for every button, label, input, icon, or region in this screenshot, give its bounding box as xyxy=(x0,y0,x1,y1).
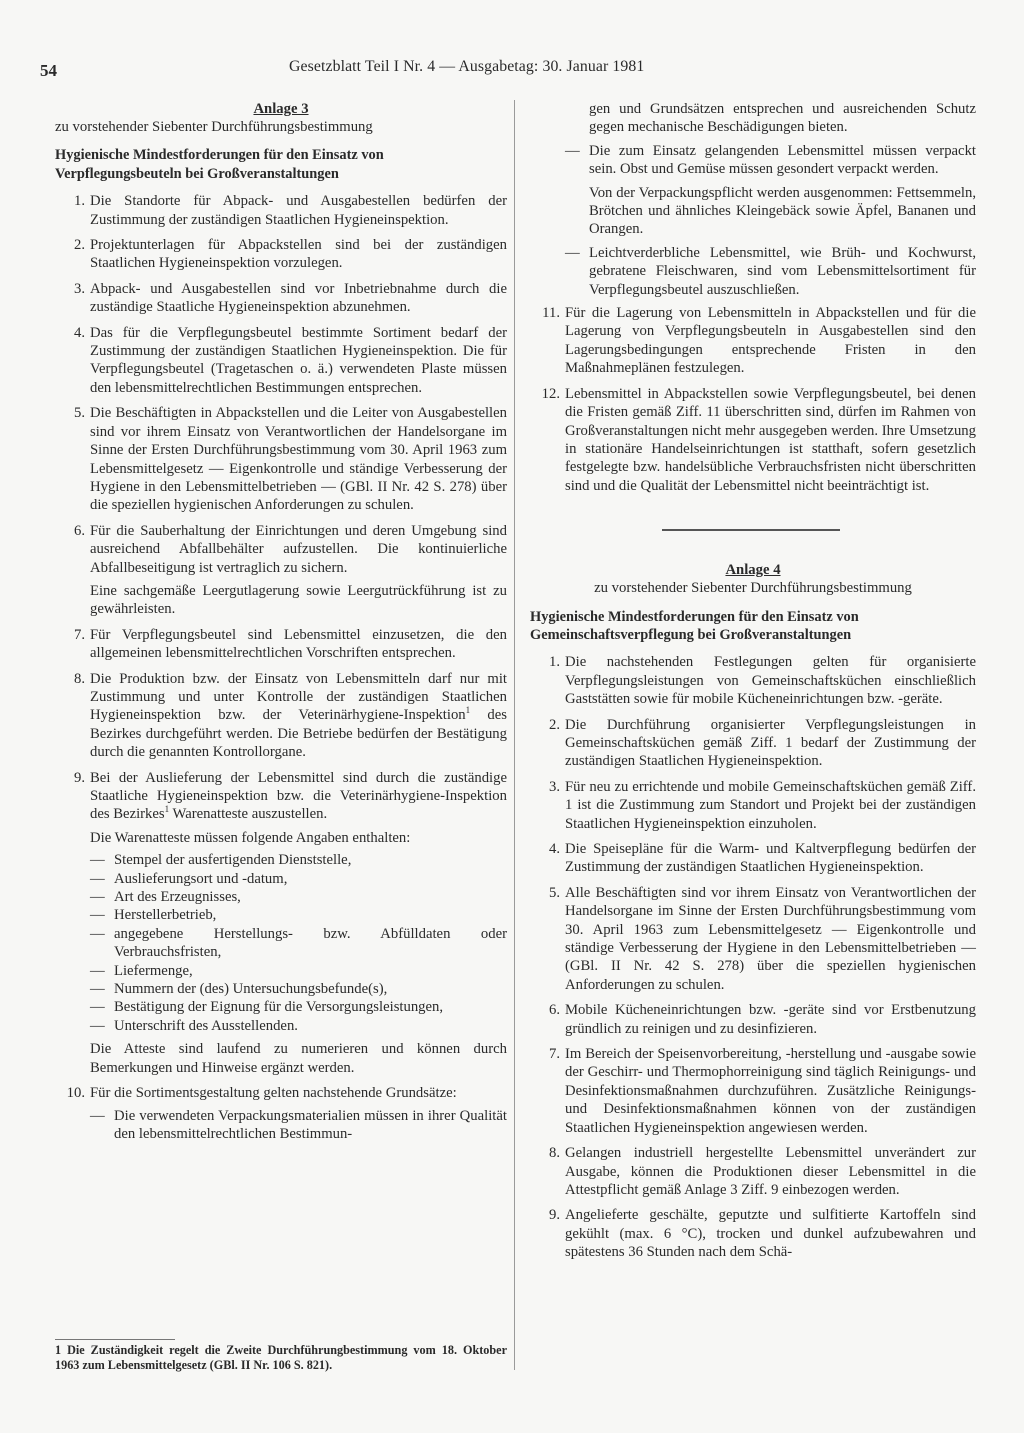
item-paragraph: Eine sachgemäße Leergutlagerung sowie Leergutrückführung ist zu gewährleisten. xyxy=(90,582,507,618)
dash-item: — Nummern der (des) Untersuchungsbefunde(s), xyxy=(90,980,507,998)
dash-item: — Bestätigung der Eignung für die Versorgungsleistungen, xyxy=(90,998,507,1016)
item-number: 2. xyxy=(548,716,560,733)
item-number: 6. xyxy=(548,1002,560,1019)
list-item xyxy=(55,404,507,514)
item-number: 11. xyxy=(542,305,560,322)
item-number: 1. xyxy=(548,654,560,671)
list-item xyxy=(55,626,507,663)
item-text: Angelieferte geschälte, geputzte und sulfitierte Kartoffeln sind gekühlt (max. 6 °C), trocken und dunkel aufzubewahren und spätestens 36 Stunden nach dem Schä- xyxy=(565,1207,976,1261)
item-text: des Bezirkes durchgeführt werden. Die Betriebe bedürfen der Bestätigung durch die genannten Kontrollorgane. xyxy=(90,707,507,761)
item-number: 7. xyxy=(548,1046,560,1063)
list-item xyxy=(55,670,507,762)
list-item xyxy=(530,884,976,994)
item-text: Für die Sauberhaltung der Einrichtungen und deren Umgebung sind ausreichend Abfallbehälter aufzustellen. Die kontinuierliche Abfallbeseitigung ist vertraglich zu sichern. xyxy=(90,522,507,576)
item-text: Die nachstehenden Festlegungen gelten für organisierte Verpflegungsleistungen von Gemeinschaftsküchen einschließlich Gaststätten sowie für mobile Kücheneinrichtungen bzw. -geräte. xyxy=(565,654,976,708)
list-item xyxy=(530,385,976,495)
item-number: 4. xyxy=(548,841,560,857)
dash-item: — Die zum Einsatz gelangenden Lebensmittel müssen verpackt sein. Obst und Gemüse müssen gesondert verpackt werden. xyxy=(565,142,976,179)
item-number: 8. xyxy=(73,670,85,687)
item-text: Für Verpflegungsbeutel sind Lebensmittel einzusetzen, die den allgemeinen lebensmittelrechtlichen Vorschriften entsprechen. xyxy=(90,626,507,662)
item-text: Projektunterlagen für Abpackstellen sind bei der zuständigen Staatlichen Hygieneinspektion vorzulegen. xyxy=(90,237,507,272)
item-text: Die Produktion bzw. der Einsatz von Lebensmitteln darf nur mit Zustimmung und unter Kontrolle der zuständigen Staatlichen Hygieneinspektion bzw. der Veterinärhygiene-Inspektion xyxy=(90,670,507,724)
page-number: 54 xyxy=(40,61,57,80)
anlage3-title: Anlage 3 xyxy=(253,101,309,117)
item-text: Warenatteste auszustellen. xyxy=(169,806,328,823)
item-text: Die Standorte für Abpack- und Ausgabestellen bedürfen der Zustimmung der zuständigen Staatlichen Hygieneinspektion. xyxy=(90,193,507,228)
list-item xyxy=(530,1001,976,1038)
item-number: 9. xyxy=(548,1207,560,1224)
footnote-marker: 1 xyxy=(465,705,471,716)
section-separator xyxy=(662,529,840,531)
anlage3-heading: Hygienische Mindestforderungen für den Einsatz von Verpflegungsbeuteln bei Großveranstaltungen xyxy=(55,147,384,182)
anlage4-subtitle: zu vorstehender Siebenter Durchführungsbestimmung xyxy=(594,580,912,597)
dash-item: — Liefermenge, xyxy=(90,962,507,980)
list-item xyxy=(55,769,507,1078)
dash-item: — Leichtverderbliche Lebensmittel, wie Brüh- und Kochwurst, gebratene Fleischwaren, sind vom Lebensmittelsortiment für Verpflegungsbeutel auszuschließen. xyxy=(565,244,976,299)
list-item xyxy=(530,304,976,378)
item-text: Für neu zu errichtende und mobile Gemeinschaftsküchen gemäß Ziff. 1 ist die Zustimmung zum Standort und Projekt bei der zuständigen Staatlichen Hygieneinspektion einzuholen. xyxy=(565,778,976,832)
dash-item: — Herstellerbetrieb, xyxy=(90,906,507,924)
list-item xyxy=(530,716,976,771)
running-header: Gesetzblatt Teil I Nr. 4 — Ausgabetag: 30. Januar 1981 xyxy=(289,58,645,75)
item-text: Lebensmittel in Abpackstellen sowie Verpflegungsbeutel, bei denen die Fristen gemäß Ziff. 11 überschritten sind, dürfen im Rahmen von Großveranstaltungen nicht mehr ausgegeben werden. Ihre Umsetzung in stationäre Handelseinrichtungen ist statthaft, sofern gesetzlich festgelegte bzw. handelsübliche Verbrauchsfristen nicht überschritten sind und die Qualität der Lebensmittel nicht beeinträchtigt ist. xyxy=(565,385,976,494)
item-text: Abpack- und Ausgabestellen sind vor Inbetriebnahme durch die zuständige Staatliche Hygieneinspektion abzunehmen. xyxy=(90,280,507,316)
list-item-continued xyxy=(530,100,976,299)
dash-item: — Stempel der ausfertigenden Dienststelle, xyxy=(90,851,507,869)
item-text: Im Bereich der Speisenvorbereitung, -herstellung und -ausgabe sowie der Geschirr- und Thermophorreinigung sind täglich Reinigungs- und Desinfektionsmaßnahmen durchzuführen. Zusätzliche Reinigungs- und Desinfektionsmaßnahmen können von der zuständigen Staatlichen Hygieneinspektion angewiesen werden. xyxy=(565,1046,976,1136)
item-text: Alle Beschäftigten sind vor ihrem Einsatz von Verantwortlichen der Handelsorgane im Sinne der Ersten Durchführungsbestimmung vom 30. April 1963 zum Lebensmittelgesetz — Eigenkontrolle und ständige Verbesserung der Hygiene in den Lebensmittelbetrieben — (GBl. II Nr. 42 S. 278) über die speziellen hygienischen Anforderungen zu schulen. xyxy=(565,884,976,993)
anlage4-heading: Hygienische Mindestforderungen für den Einsatz von Gemeinschaftsverpflegung bei Großveranstaltungen xyxy=(530,608,859,643)
dash-item: — Art des Erzeugnisses, xyxy=(90,888,507,906)
left-column xyxy=(55,100,507,1150)
list-item xyxy=(530,1045,976,1137)
item-number: 1. xyxy=(73,193,85,210)
item-text: Gelangen industriell hergestellte Lebensmittel unverändert zur Ausgabe, können die Produktionen dieser Lebensmittel in die Attestpflicht gemäß Anlage 3 Ziff. 9 einbezogen werden. xyxy=(565,1145,976,1198)
item-number: 8. xyxy=(548,1145,560,1162)
dash-item: — Auslieferungsort und -datum, xyxy=(90,870,507,888)
item-text: Mobile Kücheneinrichtungen bzw. -geräte sind vor Erstbenutzung gründlich zu reinigen und zu desinfizieren. xyxy=(565,1002,976,1037)
item-text: Die Speisepläne für die Warm- und Kaltverpflegung bedürfen der Zustimmung der zuständigen Staatlichen Hygieneinspektion. xyxy=(565,841,976,876)
item-number: 3. xyxy=(548,778,560,795)
dash-list xyxy=(90,1107,507,1144)
item-number: 5. xyxy=(548,884,560,901)
item-text: Bei der Auslieferung der Lebensmittel sind durch die zuständige Staatliche Hygieneinspektion bzw. die Veterinärhygiene-Inspektion des Bezirkes xyxy=(90,769,507,823)
dash-list xyxy=(565,100,976,299)
list-item xyxy=(55,192,507,229)
list-item xyxy=(55,236,507,273)
column-divider xyxy=(514,100,515,1370)
item-number: 2. xyxy=(73,237,85,254)
footnote: 1 Die Zuständigkeit regelt die Zweite Durchführungbestimmung vom 18. Oktober 1963 zum Lebensmittelgesetz (GBl. II Nr. 106 S. 821). xyxy=(55,1343,507,1372)
item-number: 4. xyxy=(73,324,85,341)
dash-item-continued: — Die verwendeten Verpackungsmaterialien müssen in ihrer Qualität den lebensmittelrechtlichen Bestimmun- xyxy=(90,1107,507,1144)
dash-item: — angegebene Herstellungs- bzw. Abfülldaten oder Verbrauchsfristen, xyxy=(90,925,507,962)
item-text: Die Durchführung organisierter Verpflegungsleistungen in Gemeinschaftsküchen gemäß Ziff. 1 bedarf der Zustimmung der zuständigen Staatlichen Hygieneinspektion. xyxy=(565,716,976,770)
list-item xyxy=(55,1084,507,1143)
anlage4-title: Anlage 4 xyxy=(725,562,781,579)
item-text: Das für die Verpflegungsbeutel bestimmte Sortiment bedarf der Zustimmung der zuständigen Staatlichen Hygieneinspektion. Die für Verpflegungsbeutel (Tragetaschen o. ä.) verwendeten Plaste müssen den lebensmittelrechtlichen Bestimmungen entsprechen. xyxy=(90,324,507,396)
list-item xyxy=(530,778,976,833)
dash-item: — Unterschrift des Ausstellenden. xyxy=(90,1017,507,1035)
list-item xyxy=(530,1206,976,1261)
item-number: 10. xyxy=(66,1085,85,1102)
right-column xyxy=(530,100,976,1269)
dash-item-continuation: gen und Grundsätzen entsprechen und ausreichenden Schutz gegen mechanische Beschädigungen bieten. xyxy=(589,101,976,136)
anlage3-subtitle: zu vorstehender Siebenter Durchführungsbestimmung xyxy=(55,119,373,135)
footnote-rule xyxy=(55,1339,175,1340)
item-number: 3. xyxy=(73,280,85,297)
item-text: Die Beschäftigten in Abpackstellen und die Leiter von Ausgabestellen sind vor ihrem Einsatz von Verantwortlichen der Handelsorgane im Sinne der Ersten Durchführungsbestimmung vom 30. April 1963 zum Lebensmittelgesetz — Eigenkontrolle und ständige Verbesserung der Hygiene in den Lebensmittelbetrieben — (GBl. II Nr. 42 S. 278) über die speziellen hygienischen Anforderungen zu schulen. xyxy=(90,405,507,514)
item-number: 5. xyxy=(73,405,85,422)
item-number: 12. xyxy=(541,385,560,402)
item-number: 7. xyxy=(73,626,85,643)
item-text: Für die Lagerung von Lebensmitteln in Abpackstellen und für die Lagerung von Verpflegungsbeuteln in Ausgabestellen sind den Lagerungsbedingungen entsprechende Fristen in den Maßnahmeplänen festzulegen. xyxy=(565,305,976,377)
item-number: 9. xyxy=(73,769,85,786)
dash-item-note: Von der Verpackungspflicht werden ausgenommen: Fettsemmeln, Brötchen und ähnliches Kleingebäck sowie Äpfel, Bananen und Orangen. xyxy=(589,184,976,238)
list-item xyxy=(55,324,507,398)
item-paragraph: Die Atteste sind laufend zu numerieren und können durch Bemerkungen und Hinweise ergänzt werden. xyxy=(90,1041,507,1076)
list-item xyxy=(530,840,976,877)
list-item xyxy=(55,280,507,317)
item-paragraph: Die Warenatteste müssen folgende Angaben enthalten: xyxy=(90,829,411,846)
list-item xyxy=(530,1144,976,1199)
item-number: 6. xyxy=(73,522,85,539)
item-text: Für die Sortimentsgestaltung gelten nachstehende Grundsätze: xyxy=(90,1085,457,1102)
list-item xyxy=(530,653,976,708)
list-item xyxy=(55,522,507,619)
dash-list xyxy=(90,851,507,1035)
footnote-marker: 1 xyxy=(164,804,170,815)
